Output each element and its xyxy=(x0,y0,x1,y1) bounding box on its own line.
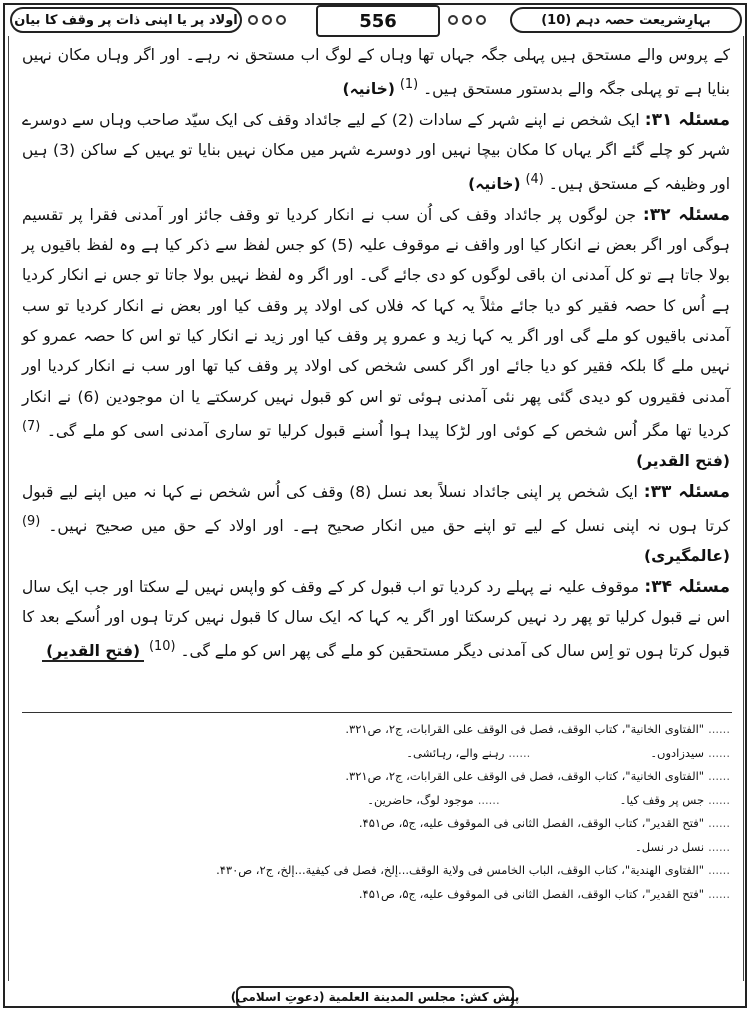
footnote: ......سیدزادوں۔......رہنے والے، رہائشی۔ xyxy=(406,745,730,760)
source-reference: (فتح القدیر) xyxy=(636,452,730,471)
footnote: ......"الفتاوی الهندیة"، کتاب الوقف، الباب الخامس فی ولایة الوقف...إلخ، فصل فی کیفیة...إلخ، ج۲، ص۴۳۰. xyxy=(216,863,730,877)
paragraph xyxy=(22,572,730,667)
paragraph xyxy=(22,200,730,477)
main-text xyxy=(22,40,730,667)
paragraph-text: ایک شخص پر اپنی جائداد نسلاً بعد نسل (8) وقف کی اُس شخص نے کہا نہ میں اپنے لیے قبول کرتا ہوں نہ اپنی نسل کے لیے تو اپنے حق میں انکار صحیح ہے۔ اور اولاد کے حق میں صحیح نہیں۔ xyxy=(22,482,730,536)
publisher-name: مجلس المدینة العلمیة xyxy=(328,990,456,1004)
footnote: ......"فتح القدیر"، کتاب الوقف، الفصل الثانی فی الموقوف علیه، ج۵، ص۴۵۱. xyxy=(358,886,730,901)
footnote-marker: (9) xyxy=(22,513,41,529)
masala-label: مسئلہ ۳۱: xyxy=(644,109,730,130)
footnote: ......"فتح القدیر"، کتاب الوقف، الفصل الثانی فی الموقوف علیه، ج۵، ص۴۵۱. xyxy=(358,816,730,830)
chapter-title: اولاد پر یا اپنی ذات پر وقف کا بیان xyxy=(14,12,238,28)
paragraph-text: جن لوگوں پر جائداد وقف کی اُن سب نے انکار کردیا تو وقف جائز اور آمدنی فقرا پر تقسیم ہوگی اور اگر بعض نے انکار کیا اور واقف نے موقوف علیہ (5) کو جس لفظ سے ذکر کیا ہے وہ لفظ باقیوں پر بولا جاتا ہے تو کل آمدنی ان باقی لوگوں کو دی جائے گی۔ اور اگر وہ لفظ نہیں بولا جاتا تو جس نے انکار کردیا ہے اُس کا حصہ فقیر کو دیا جائے مثلاً یہ کہا کہ فلاں کی اولاد پر وقف کیا اور بعض نے انکار کردیا تو سب آمدنی باقیوں کو ملے گی اور اگر یہ کہا زید و عمرو پر وقف کیا اور زید نے انکار کیا تو اس کا حصہ عمرو کو نہیں ملے گا بلکہ فقیر کو دیا جائے اور اگر کسی شخص کی اولاد پر وقف کیا تھا اور سب نے انکار کردیا اور آمدنی فقیروں کو دیدی گئی پھر نئی آمدنی ہوئی تو اس کو قبول نہیں کرسکتے یا ان موجودین (6) نے انکار کردیا تھا مگر اُس شخص کے کوئی اور لڑکا پیدا ہوا اُسنے قبول کرلیا تو ساری آمدنی اسی کو ملے گی۔ xyxy=(22,205,730,441)
masala-label: مسئلہ ۳۳: xyxy=(643,481,730,502)
chapter-title-cartouche xyxy=(10,7,242,33)
paragraph xyxy=(22,40,730,105)
footnote-marker: (1) xyxy=(399,77,419,93)
header-ornament-right xyxy=(446,14,488,26)
paragraph-text: موقوف علیہ نے پہلے رد کردیا تو اب قبول کر کے وقف کو واپس نہیں لے سکتا اور جب ایک سال اس نے قبول کرلیا تو پھر رد نہیں کرسکتا اور اگر یہ کہا کہ ایک سال کا قبول نہیں کرتا ہوں اور اُسکے بعد کا قبول کرتا ہوں تو اِس سال کی آمدنی دیگر مستحقین کو ملے گی پھر اس کو ملے گی۔ xyxy=(22,577,730,661)
masala-label: مسئلہ ۳۲: xyxy=(642,204,730,225)
page-number: 556 xyxy=(316,5,440,37)
masala-label: مسئلہ ۳۴: xyxy=(644,576,730,597)
presenter-label: پیش کش: xyxy=(459,990,520,1004)
footnote-marker: (4) xyxy=(525,172,544,188)
source-reference: (خانیہ) xyxy=(342,80,395,99)
footnote: ......جس پر وقف کیا۔......موجود لوگ، حاضرین۔ xyxy=(367,792,730,807)
footnote: ......"الفتاوی الخانیة"، کتاب الوقف، فصل فی الوقف علی القرابات، ج۲، ص۳۲۱. xyxy=(345,722,730,736)
book-title: بہارِشریعت حصہ دہم (10) xyxy=(541,12,711,28)
source-reference: (عالمگیری) xyxy=(644,547,730,566)
paragraph-text: کے پروس والے مستحق ہیں پہلی جگہ جہاں تھا وہاں کے لوگ اب مستحق نہ رہے۔ اور اگر وہاں مکان نہیں بنایا ہے تو پہلی جگہ والے بدستور مستحق ہیں۔ xyxy=(22,46,730,99)
footnote: ......نسل در نسل۔ xyxy=(635,839,730,854)
publisher-footer xyxy=(230,986,520,1008)
source-reference: (فتح القدیر) xyxy=(42,642,144,662)
footnotes xyxy=(24,718,730,906)
source-reference: (خانیہ) xyxy=(468,175,521,194)
book-title-cartouche xyxy=(510,7,742,33)
paragraph xyxy=(22,477,730,572)
footnote: ......"الفتاوی الخانیة"، کتاب الوقف، فصل فی الوقف علی القرابات، ج۲، ص۳۲۱. xyxy=(345,769,730,783)
paragraph xyxy=(22,105,730,200)
footnote-marker: (10) xyxy=(149,639,176,655)
header-ornament-left xyxy=(246,14,288,26)
footnote-divider xyxy=(22,712,732,713)
paragraph-text: ایک شخص نے اپنے شہر کے سادات (2) کے لیے جائداد وقف کی ایک سیّد صاحب وہاں سے دوسرے شہر کو چلے گئے اگر یہاں کا مکان بیچا نہیں اور دوسرے شہر میں مکان نہیں بنایا تو یہیں کے ساکن (3) ہیں اور وظیفہ کے مستحق ہیں۔ xyxy=(22,110,730,194)
publisher-dawat: (دعوتِ اسلامی) xyxy=(230,990,325,1004)
footnote-marker: (7) xyxy=(22,418,41,434)
